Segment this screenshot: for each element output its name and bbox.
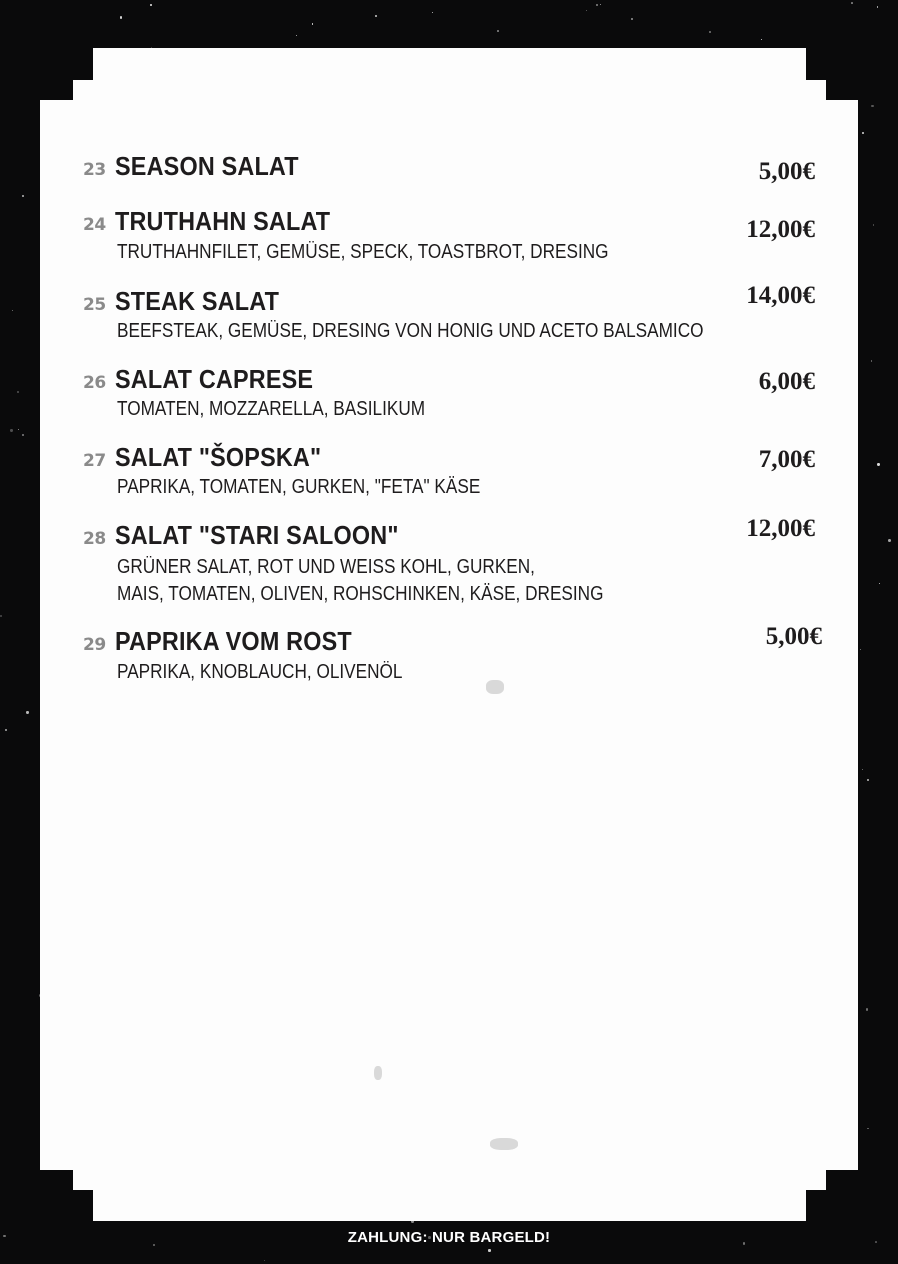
item-description: GRÜNER SALAT, ROT UND WEISS KOHL, GURKEN, MAIS, TOMATEN, OLIVEN, ROHSCHINKEN, KÄSE, DRESING — [117, 556, 604, 605]
speck — [860, 649, 861, 650]
item-number: 29 — [83, 635, 106, 655]
item-name: PAPRIKA VOM ROST — [115, 626, 352, 656]
item-name: SALAT "STARI SALOON" — [115, 520, 399, 550]
speck — [0, 615, 2, 617]
item-price: 12,00€ — [746, 216, 815, 243]
speck — [600, 4, 601, 5]
payment-note: ZAHLUNG: NUR BARGELD! — [347, 1229, 551, 1246]
item-name: TRUTHAHN SALAT — [115, 206, 331, 236]
speck — [264, 1260, 265, 1261]
item-description: PAPRIKA, KNOBLAUCH, OLIVENÖL — [117, 661, 403, 683]
item-name: SALAT "ŠOPSKA" — [115, 442, 322, 472]
speck — [296, 35, 297, 36]
speck — [866, 1008, 869, 1011]
item-number: 25 — [83, 295, 106, 315]
speck — [488, 1249, 490, 1251]
item-number: 26 — [83, 373, 106, 393]
speck — [871, 360, 872, 361]
speck — [432, 12, 433, 13]
item-number: 27 — [83, 451, 106, 471]
speck — [761, 39, 762, 40]
speck — [497, 30, 499, 32]
item-description: TOMATEN, MOZZARELLA, BASILIKUM — [117, 398, 426, 420]
speck — [22, 195, 24, 197]
item-number: 24 — [83, 215, 106, 235]
speck — [5, 729, 8, 732]
item-name: STEAK SALAT — [115, 286, 280, 316]
paper-stain — [486, 680, 504, 694]
speck — [867, 779, 869, 781]
speck — [596, 4, 598, 6]
item-name: SEASON SALAT — [115, 151, 299, 181]
speck — [877, 6, 878, 7]
speck — [18, 429, 19, 430]
speck — [851, 2, 853, 4]
speck — [26, 711, 28, 713]
item-price: 12,00€ — [746, 515, 815, 542]
item-price: 7,00€ — [758, 446, 815, 473]
speck — [17, 391, 19, 393]
speck — [22, 434, 24, 436]
speck — [586, 10, 587, 11]
speck — [862, 769, 864, 771]
speck — [631, 18, 632, 19]
speck — [312, 23, 314, 25]
speck — [879, 583, 880, 584]
speck — [873, 224, 874, 225]
speck — [150, 4, 153, 7]
item-price: 6,00€ — [758, 368, 815, 395]
item-number: 23 — [83, 160, 106, 180]
speck — [871, 105, 874, 108]
paper-stain — [490, 1138, 518, 1150]
item-price: 14,00€ — [746, 282, 815, 309]
speck — [888, 539, 891, 542]
item-description: BEEFSTEAK, GEMÜSE, DRESING VON HONIG UND ACETO BALSAMICO — [117, 320, 704, 342]
speck — [867, 1128, 868, 1129]
speck — [120, 16, 122, 18]
speck — [709, 31, 711, 33]
item-price: 5,00€ — [758, 158, 815, 185]
item-description: TRUTHAHNFILET, GEMÜSE, SPECK, TOASTBROT, DRESING — [117, 241, 609, 263]
speck — [862, 132, 864, 134]
item-name: SALAT CAPRESE — [115, 364, 314, 394]
speck — [877, 463, 879, 465]
speck — [375, 15, 377, 17]
item-number: 28 — [83, 529, 106, 549]
item-price: 5,00€ — [765, 623, 822, 650]
speck — [12, 310, 13, 311]
speck — [10, 429, 12, 431]
paper-stain — [374, 1066, 382, 1080]
item-description: PAPRIKA, TOMATEN, GURKEN, "FETA" KÄSE — [117, 476, 481, 498]
